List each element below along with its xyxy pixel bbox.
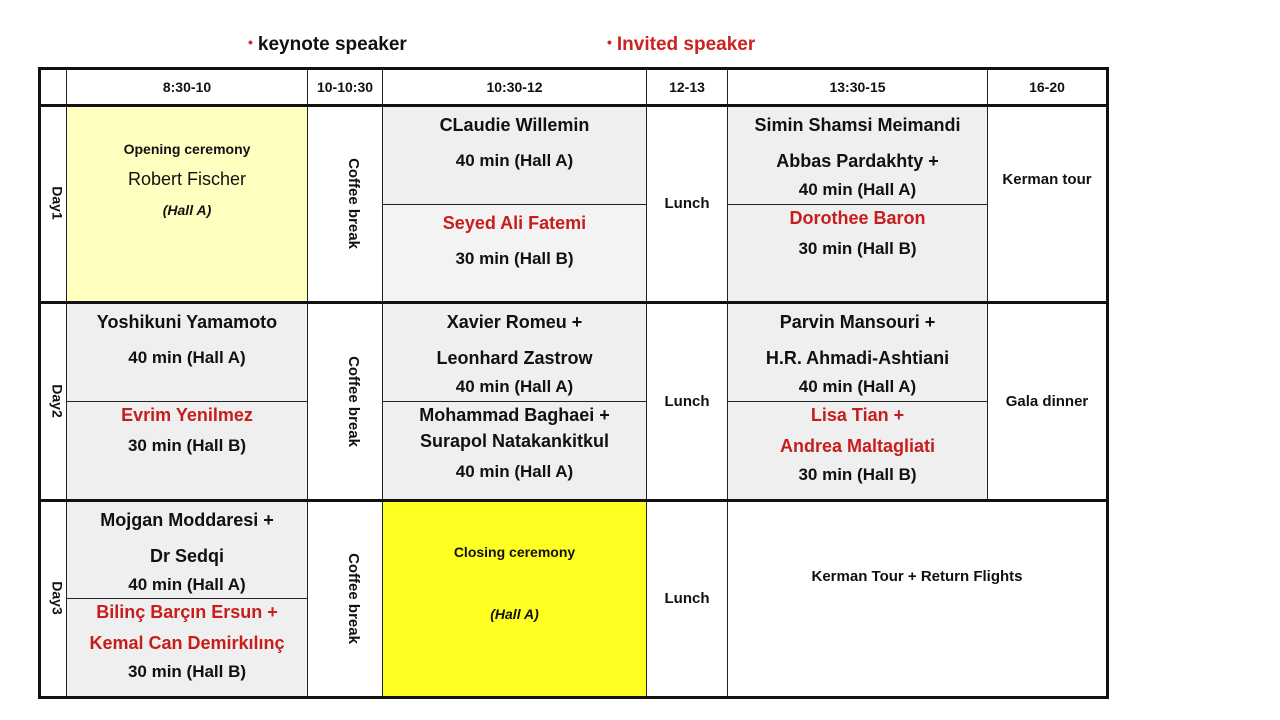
closing-hall: (Hall A) (490, 605, 539, 622)
invited-bullet: • (607, 34, 612, 50)
day3-label: Day3 (49, 581, 66, 615)
session-duration: 30 min (Hall B) (798, 238, 917, 258)
session-duration: 30 min (Hall B) (455, 248, 574, 268)
speaker-name: CLaudie Willemin (439, 115, 590, 136)
speaker-name: Surapol Natakankitkul (419, 431, 610, 452)
header-830-10: 8:30-10 (67, 69, 308, 106)
day2-1030-b (383, 402, 647, 501)
speaker-name: Xavier Romeu + (446, 312, 583, 333)
day1-1330-b (728, 204, 988, 303)
header-row (40, 69, 1108, 106)
speaker-name: Leonhard Zastrow (436, 348, 593, 369)
day2-label-cell (40, 303, 67, 500)
day2-row-top (40, 303, 1108, 402)
day1-1330-a (728, 106, 988, 205)
day3-coffee-cell (308, 500, 383, 697)
speaker-name: Parvin Mansouri + (779, 312, 936, 333)
day2-coffee-label: Coffee break (344, 355, 362, 447)
day1-1030-a (383, 106, 647, 205)
session-duration: 40 min (Hall A) (455, 462, 574, 482)
speaker-name: Mojgan Moddaresi + (100, 509, 274, 530)
legend-invited (607, 34, 755, 56)
invited-speaker-name: Bilinç Barçın Ersun + (96, 602, 278, 623)
day1-evening-label: Kerman tour (1002, 171, 1092, 189)
day1-label: Day1 (49, 186, 66, 221)
day1-coffee-label: Coffee break (344, 158, 362, 250)
invited-speaker-name: Seyed Ali Fatemi (442, 212, 587, 233)
day1-label-cell (40, 106, 67, 303)
day3-lunch-cell (647, 500, 728, 697)
day3-afternoon-cell (728, 500, 1108, 697)
day3-coffee-label: Coffee break (344, 552, 362, 644)
day2-lunch-cell (647, 303, 728, 500)
header-corner (40, 69, 67, 106)
day2-row-bottom (40, 402, 1108, 501)
header-10-1030: 10-10:30 (308, 69, 383, 106)
session-duration: 40 min (Hall A) (455, 151, 574, 171)
opening-title: Opening ceremony (123, 141, 251, 158)
legend-invited-label: Invited speaker (616, 34, 756, 55)
header-1030-12: 10:30-12 (383, 69, 647, 106)
day1-1030-b (383, 204, 647, 303)
invited-speaker-name: Kemal Can Demirkılınç (89, 633, 285, 654)
day1-row-top (40, 106, 1108, 205)
invited-speaker-name: Dorothee Baron (789, 207, 926, 228)
day2-evening-cell (988, 303, 1108, 500)
day3-830-a (67, 500, 308, 599)
opening-hall: (Hall A) (162, 202, 212, 219)
day3-830-b (67, 599, 308, 698)
day1-lunch-cell (647, 106, 728, 303)
day2-evening-label: Gala dinner (1005, 392, 1089, 410)
speaker-name: Dr Sedqi (149, 545, 224, 566)
session-duration: 40 min (Hall A) (798, 180, 917, 200)
keynote-bullet: • (248, 34, 253, 50)
session-duration: 30 min (Hall B) (127, 436, 247, 456)
session-duration: 30 min (Hall B) (798, 465, 917, 485)
opening-speaker: Robert Fischer (127, 169, 247, 190)
session-duration: 40 min (Hall A) (128, 574, 246, 594)
day1-lunch-label: Lunch (664, 195, 710, 213)
speaker-name: Yoshikuni Yamamoto (96, 312, 278, 333)
day2-coffee-cell (308, 303, 383, 500)
day1-evening-cell (988, 106, 1108, 303)
day3-lunch-label: Lunch (664, 589, 710, 607)
day3-closing-cell (383, 500, 647, 697)
header-1330-15: 13:30-15 (728, 69, 988, 106)
invited-speaker-name: Evrim Yenilmez (121, 405, 253, 426)
day2-1330-a (728, 303, 988, 402)
day3-label-cell (40, 500, 67, 697)
legend-keynote-label: keynote speaker (257, 34, 407, 55)
day3-row-top (40, 500, 1108, 599)
schedule-table (38, 67, 1109, 699)
invited-speaker-name: Andrea Maltagliati (779, 436, 936, 457)
day3-afternoon-label: Kerman Tour + Return Flights (811, 567, 1023, 585)
day2-830-b (67, 402, 308, 501)
day2-1030-a (383, 303, 647, 402)
day2-1330-b (728, 402, 988, 501)
invited-speaker-name: Lisa Tian + (810, 405, 905, 426)
day2-label: Day2 (49, 383, 66, 418)
speaker-name: Abbas Pardakhty + (776, 151, 939, 172)
speaker-name: Mohammad Baghaei + (419, 405, 610, 426)
day1-opening-cell (67, 106, 308, 303)
header-16-20: 16-20 (988, 69, 1108, 106)
day2-lunch-label: Lunch (664, 392, 710, 410)
session-duration: 30 min (Hall B) (127, 662, 247, 682)
speaker-name: H.R. Ahmadi-Ashtiani (765, 348, 950, 369)
session-duration: 40 min (Hall A) (798, 377, 917, 397)
closing-title: Closing ceremony (453, 543, 576, 560)
day1-coffee-cell (308, 106, 383, 303)
session-duration: 40 min (Hall A) (455, 377, 574, 397)
day2-830-a (67, 303, 308, 402)
speaker-name: Simin Shamsi Meimandi (754, 115, 961, 136)
header-12-13: 12-13 (647, 69, 728, 106)
legend-keynote (248, 34, 407, 56)
session-duration: 40 min (Hall A) (128, 348, 246, 368)
